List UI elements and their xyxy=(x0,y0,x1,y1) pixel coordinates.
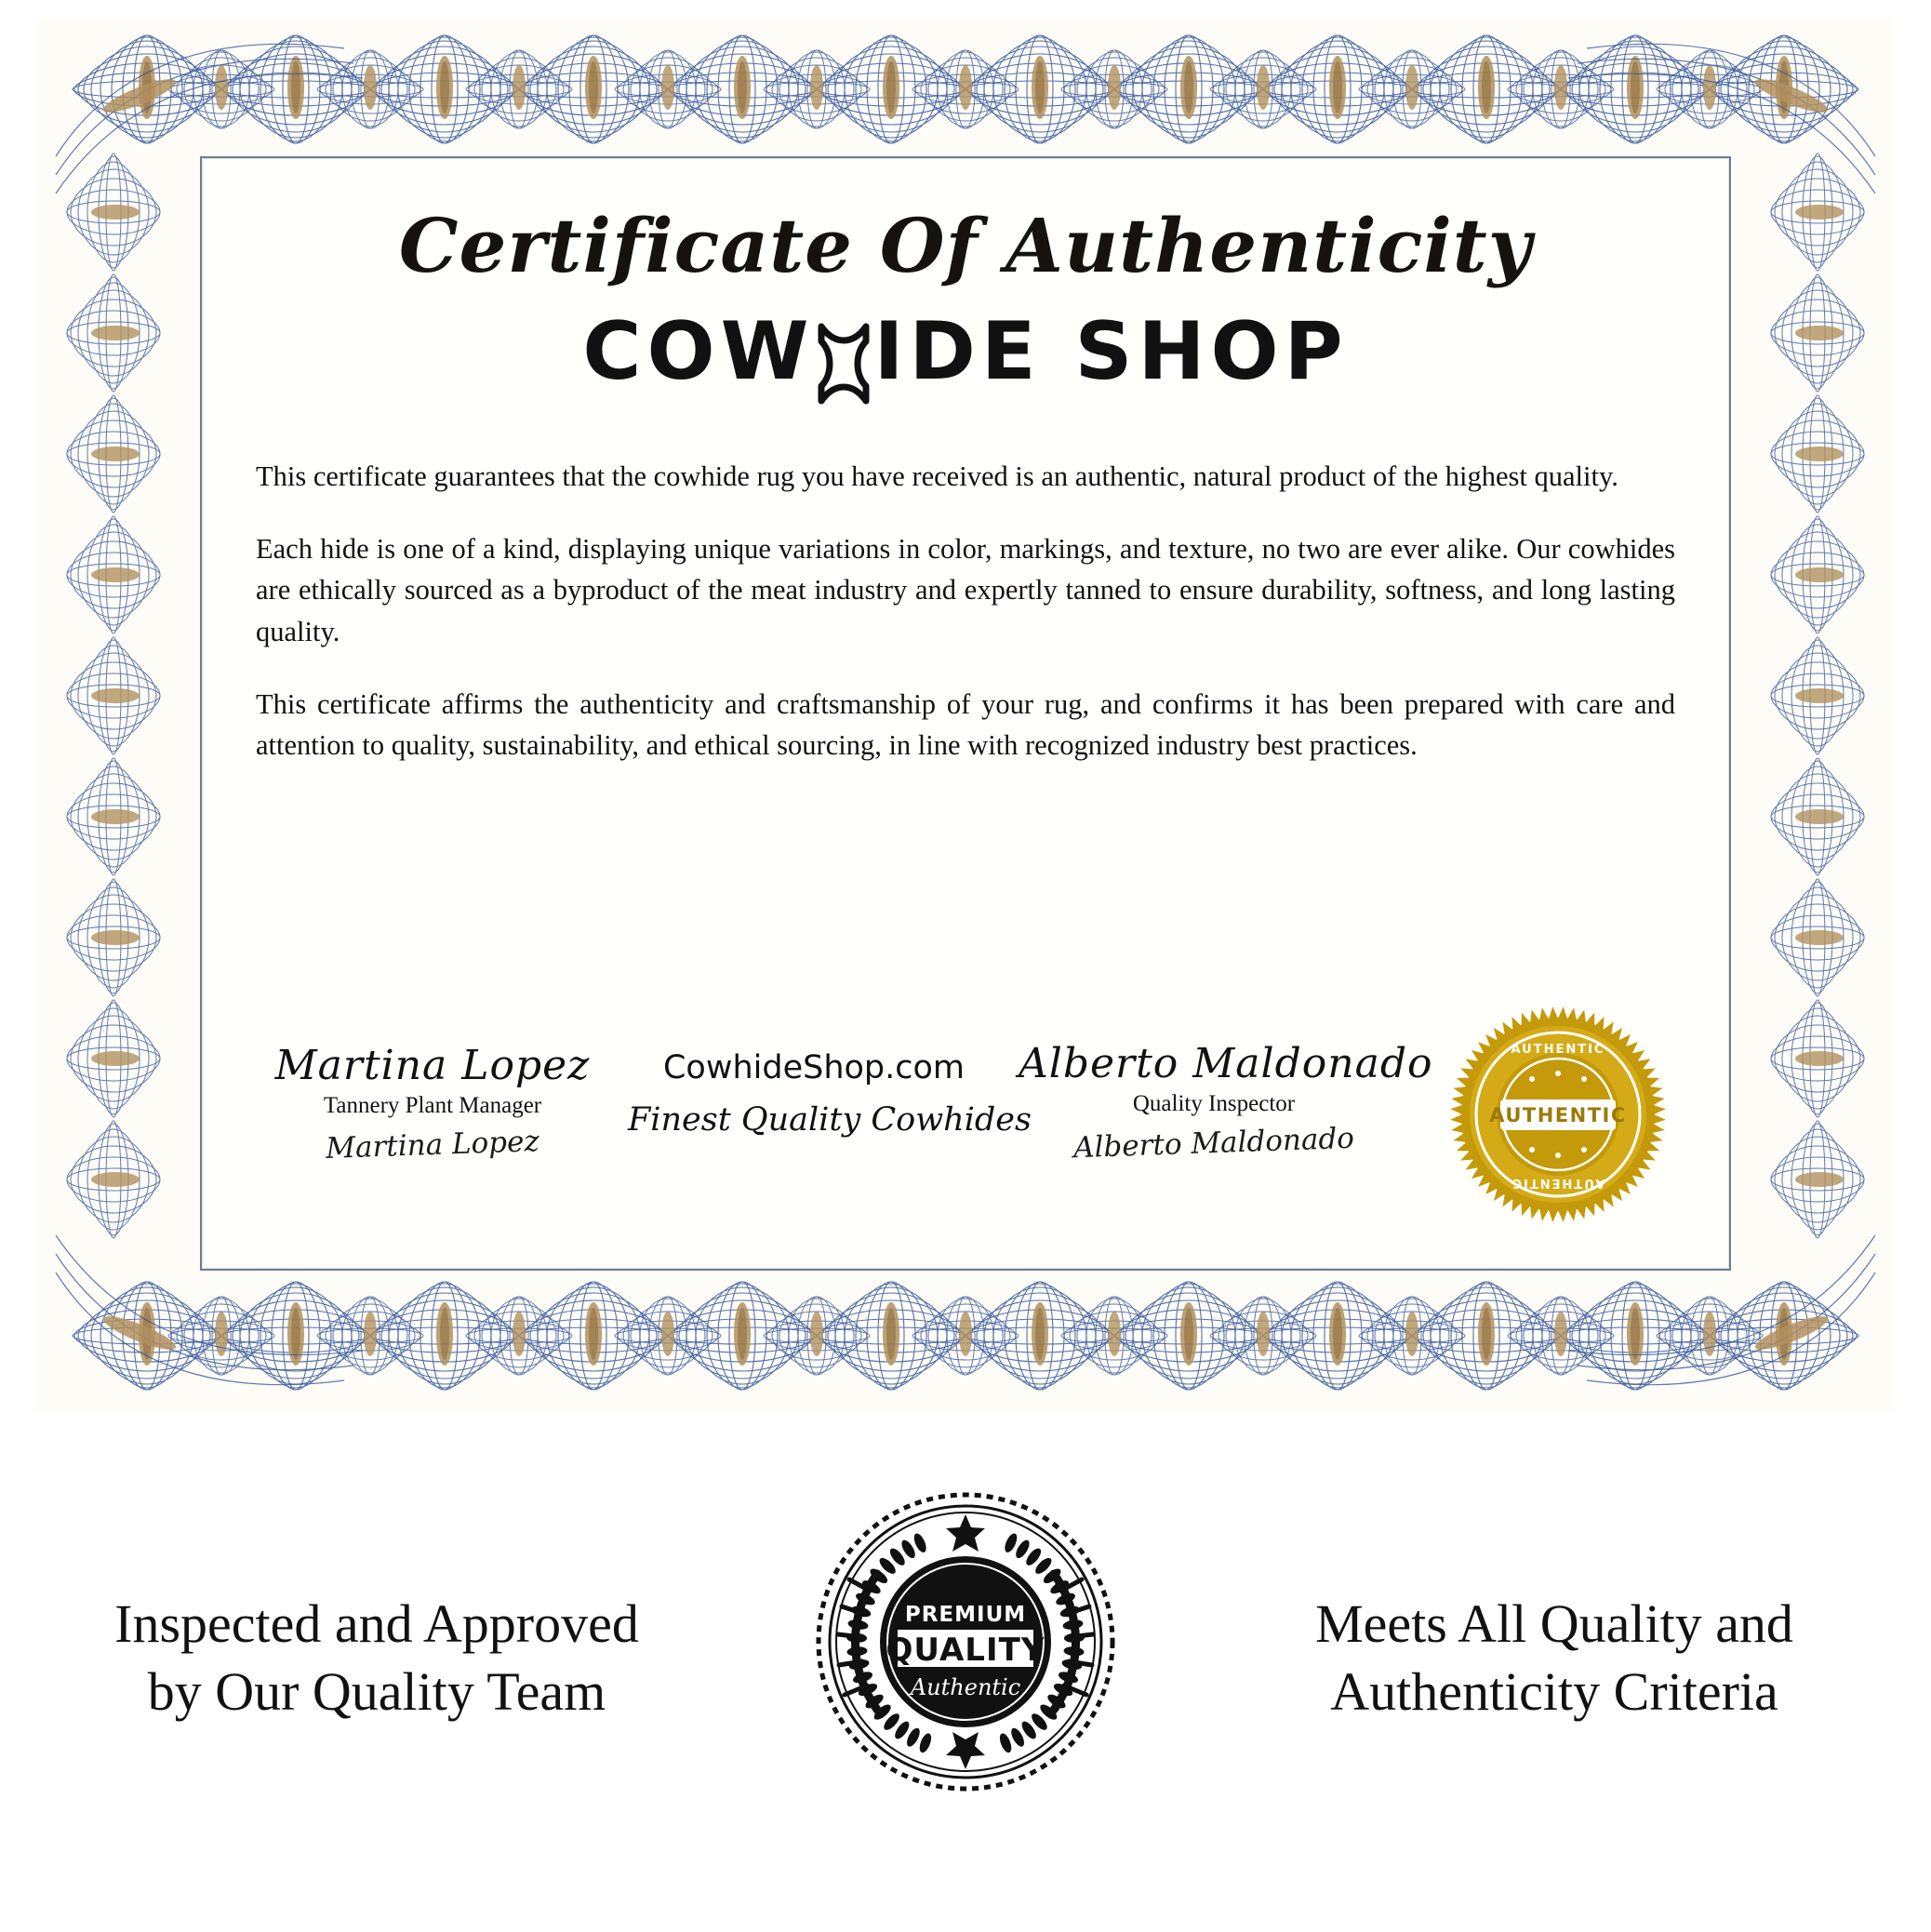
page-title: Certificate Of Authenticity xyxy=(398,202,1533,289)
authentic-seal-icon xyxy=(1450,1006,1666,1222)
website-block xyxy=(628,1049,1032,1139)
footer-right-line2: Authenticity Criteria xyxy=(1330,1660,1778,1722)
seal-ring-top-text: AUTHENTIC xyxy=(1511,1043,1605,1057)
signature-row xyxy=(256,1014,1675,1228)
gold-authentic-seal xyxy=(1450,1006,1666,1222)
website-tagline: Finest Quality Cowhides xyxy=(628,1101,1032,1139)
footer-row xyxy=(0,1451,1931,1916)
handwritten-signature-manager: Martina Lopez xyxy=(325,1125,540,1166)
footer-left-text xyxy=(37,1591,716,1725)
footer-left-line1: Inspected and Approved xyxy=(114,1593,639,1654)
signature-role-manager: Tannery Plant Manager xyxy=(323,1093,542,1118)
brand-logo xyxy=(202,305,1729,398)
seal-ring-bottom-text: AUTHENTIC xyxy=(1511,1176,1605,1190)
paragraph-2: Each hide is one of a kind, displaying unique variations in color, markings, and texture, no two are ever alike. Our cowhides are ethically sourced as a byproduct of the meat industry and expertly tanned to ensure durability, softness, and long lasting quality. xyxy=(256,533,1675,647)
premium-seal-line3: Authentic xyxy=(910,1674,1021,1700)
footer-left-line2: by Our Quality Team xyxy=(147,1660,606,1722)
signature-block-inspector xyxy=(1019,1040,1433,1166)
signature-name-inspector: Alberto Maldonado xyxy=(1019,1040,1433,1087)
signature-name-manager: Martina Lopez xyxy=(274,1042,591,1089)
footer-right-line1: Meets All Quality and xyxy=(1315,1593,1793,1654)
brand-text-part2: IDE SHOP xyxy=(873,305,1349,398)
premium-seal-line2: QUALITY xyxy=(886,1632,1045,1669)
premium-seal-line1: PREMIUM xyxy=(904,1603,1027,1627)
paragraph-1: This certificate guarantees that the cowhide rug you have received is an authentic, natural product of the highest quality. xyxy=(256,460,1618,492)
website-url[interactable]: CowhideShop.com xyxy=(662,1049,966,1086)
brand-text-part1: COW xyxy=(582,305,815,398)
certificate-body xyxy=(256,456,1675,766)
certificate-inner-panel xyxy=(200,156,1731,1271)
seal-center-text: AUTHENTIC xyxy=(1489,1104,1627,1126)
footer-right-text xyxy=(1215,1591,1894,1725)
handwritten-signature-inspector: Alberto Maldonado xyxy=(1072,1121,1355,1166)
signature-block-manager xyxy=(265,1042,600,1166)
paragraph-3: This certificate affirms the authenticity and craftsmanship of your rug, and confirms it has been prepared with care and attention to quality, sustainability, and ethical sourcing, in line with recognized industry best practices. xyxy=(256,687,1675,762)
signature-role-inspector: Quality Inspector xyxy=(1132,1091,1296,1116)
premium-quality-seal-icon xyxy=(812,1488,1119,1795)
certificate-document xyxy=(37,17,1894,1412)
premium-quality-seal xyxy=(812,1488,1119,1795)
